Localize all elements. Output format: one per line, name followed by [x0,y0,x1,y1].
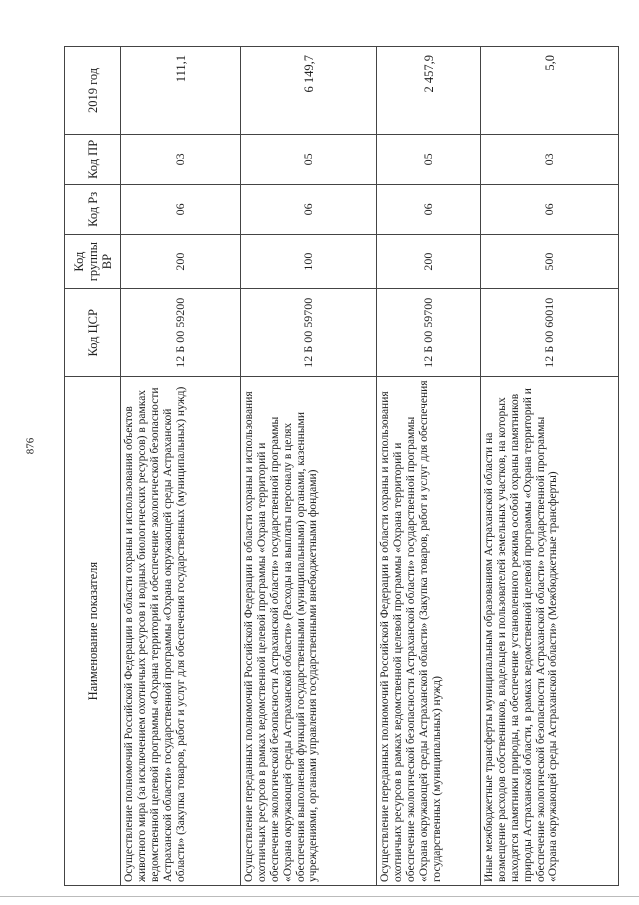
row-pr: 05 [377,134,481,184]
header-rz: Код Рз [65,184,121,234]
row-csr: 12 Б 00 59700 [241,289,377,377]
row-rz: 06 [377,184,481,234]
row-csr: 12 Б 00 59700 [377,289,481,377]
table-row [241,47,377,886]
row-rz: 06 [241,184,377,234]
row-vr: 500 [481,234,619,289]
page-number: 876 [24,437,37,455]
row-vr: 200 [121,234,241,289]
row-name: Иные межбюджетные трансферты муниципальным образованиям Астраханской области на возмещение расходов собственников, владельцев и пользователей земельных участков, на которых находятся памятники природы, на обеспечение установленного режима особой охраны памятников природы Астраханской области, в рамках ведомственной целевой программы «Охрана территорий и обеспечение экологической безопасности Астраханской области» государственной программы «Охрана окружающей среды Астраханской области» (Межбюджетные трансферты) [481,377,619,886]
budget-table [64,46,619,886]
table-header-row [65,47,121,886]
header-year: 2019 год [65,47,121,135]
row-vr: 200 [377,234,481,289]
table-row [481,47,619,886]
table-row [377,47,481,886]
row-csr: 12 Б 00 60010 [481,289,619,377]
table-row [121,47,241,886]
row-year: 6 149,7 [241,47,377,135]
header-pr: Код ПР [65,134,121,184]
header-vr: Код группы ВР [65,234,121,289]
header-csr: Код ЦСР [65,289,121,377]
row-year: 111,1 [121,47,241,135]
row-rz: 06 [481,184,619,234]
row-name: Осуществление полномочий Российской Федерации в области охраны и использования объектов животного мира (за исключением охотничьих ресурсов и водных биологических ресурсов) в рамках ведомственной целевой программы «Охрана территорий и обеспечение экологической безопасности Астраханской области» государственной программы «Охрана окружающей среды Астраханской области» (Закупка товаров, работ и услуг для обеспечения государственных (муниципальных) нужд) [121,377,241,886]
page-bottom-divider [0,896,639,897]
row-rz: 06 [121,184,241,234]
row-pr: 03 [481,134,619,184]
row-year: 2 457,9 [377,47,481,135]
row-name: Осуществление переданных полномочий Российской Федерации в области охраны и использования охотничьих ресурсов в рамках ведомственной целевой программы «Охрана территорий и обеспечение экологической безопасности Астраханской области» государственной программы «Охрана окружающей среды Астраханской области» (Закупка товаров, работ и услуг для обеспечения государственных (муниципальных) нужд) [377,377,481,886]
row-pr: 05 [241,134,377,184]
row-pr: 03 [121,134,241,184]
row-vr: 100 [241,234,377,289]
header-name: Наименование показателя [65,377,121,886]
rotated-page-content [64,46,618,886]
row-csr: 12 Б 00 59200 [121,289,241,377]
row-year: 5,0 [481,47,619,135]
row-name: Осуществление переданных полномочий Российской Федерации в области охраны и использования охотничьих ресурсов в рамках ведомственной целевой программы «Охрана территорий и обеспечение экологической безопасности Астраханской области» государственной программы «Охрана окружающей среды Астраханской области» (Расходы на выплаты персоналу в целях обеспечения выполнения функций государственными (муниципальными) органами, казенными учреждениями, органами управления государственными внебюджетными фондами) [241,377,377,886]
